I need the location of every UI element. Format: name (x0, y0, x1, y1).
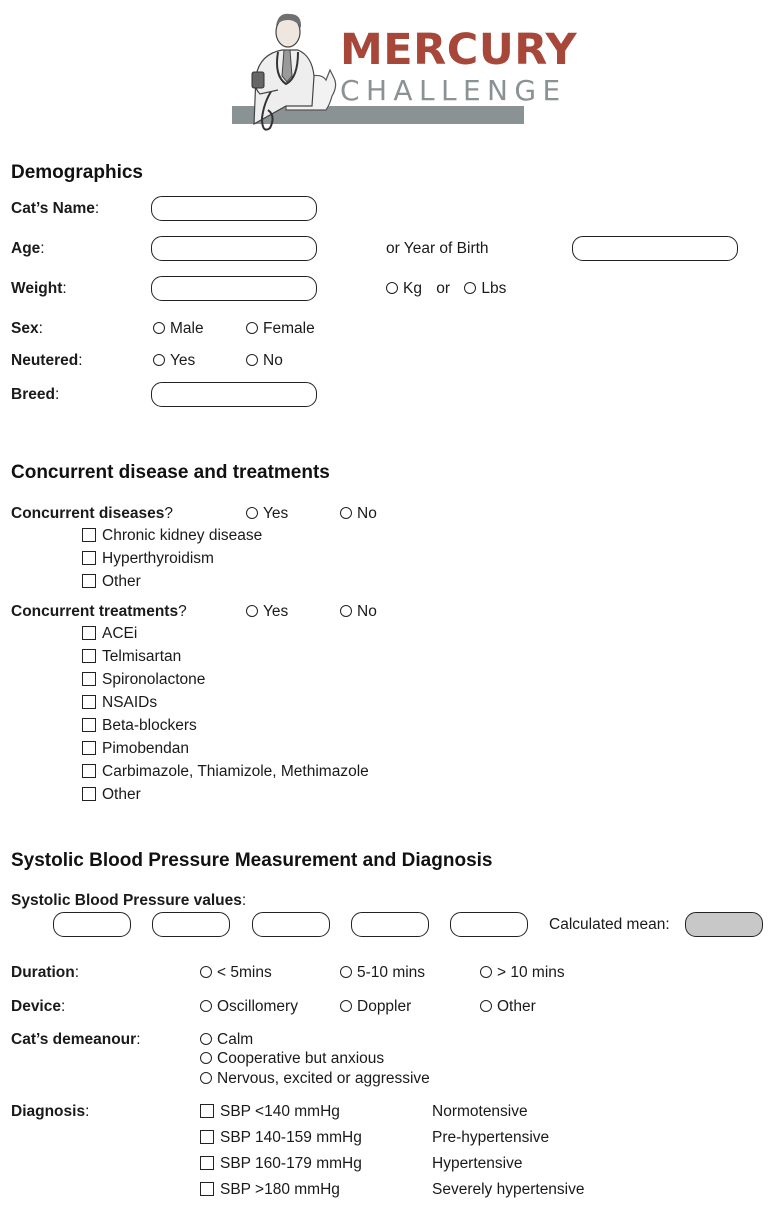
device-radio[interactable]: Other (480, 998, 536, 1016)
diagnosis-class: Hypertensive (432, 1155, 523, 1172)
calculated-mean-label: Calculated mean: (549, 916, 670, 933)
section-title-concurrent: Concurrent disease and treatments (11, 462, 330, 483)
duration-radio[interactable]: > 10 mins (480, 964, 565, 982)
disease-checkbox[interactable]: Chronic kidney disease (82, 527, 262, 545)
age-label: Age: (11, 240, 45, 257)
diseases-no-radio[interactable]: No (340, 505, 377, 523)
device-label: Device: (11, 998, 66, 1015)
sex-label: Sex: (11, 320, 43, 337)
treatment-checkbox[interactable]: Other (82, 786, 141, 804)
male-radio[interactable]: Male (153, 320, 204, 338)
treatment-checkbox[interactable]: NSAIDs (82, 694, 157, 712)
diagnosis-checkbox[interactable]: SBP >180 mmHg (200, 1181, 340, 1199)
diagnosis-class: Pre-hypertensive (432, 1129, 550, 1146)
section-title-sbp: Systolic Blood Pressure Measurement and Diagnosis (11, 850, 493, 871)
sbp-values-label: Systolic Blood Pressure values: (11, 892, 247, 909)
cats-name-label: Cat’s Name: (11, 200, 100, 217)
diagnosis-checkbox[interactable]: SBP 140-159 mmHg (200, 1129, 362, 1147)
female-radio[interactable]: Female (246, 320, 315, 338)
lbs-radio[interactable]: Lbs (464, 280, 506, 297)
treatment-checkbox[interactable]: Telmisartan (82, 648, 181, 666)
demeanour-radio[interactable]: Cooperative but anxious (200, 1050, 384, 1068)
treatment-checkbox[interactable]: Spironolactone (82, 671, 205, 689)
calculated-mean-field (685, 912, 763, 937)
device-radio[interactable]: Oscillomery (200, 998, 298, 1016)
treatments-no-radio[interactable]: No (340, 603, 377, 621)
age-field[interactable] (151, 236, 317, 261)
duration-radio[interactable]: 5-10 mins (340, 964, 425, 982)
logo-line2: CHALLENGE (340, 74, 567, 107)
sbp-value-field-4[interactable] (351, 912, 429, 937)
treatment-checkbox[interactable]: Carbimazole, Thiamizole, Methimazole (82, 763, 369, 781)
kg-radio[interactable]: Kg (386, 280, 422, 297)
breed-field[interactable] (151, 382, 317, 407)
disease-checkbox[interactable]: Other (82, 573, 141, 591)
diagnosis-class: Severely hypertensive (432, 1181, 585, 1198)
concurrent-treatments-label: Concurrent treatments? (11, 603, 187, 620)
treatments-yes-radio[interactable]: Yes (246, 603, 288, 621)
treatment-checkbox[interactable]: ACEi (82, 625, 137, 643)
cats-name-field[interactable] (151, 196, 317, 221)
diagnosis-label: Diagnosis: (11, 1103, 90, 1120)
weight-unit-options (386, 280, 506, 298)
or-text: or (436, 280, 451, 297)
demeanour-radio[interactable]: Nervous, excited or aggressive (200, 1070, 430, 1088)
diagnosis-checkbox[interactable]: SBP 160-179 mmHg (200, 1155, 362, 1173)
diagnosis-class: Normotensive (432, 1103, 528, 1120)
neutered-yes-radio[interactable]: Yes (153, 352, 195, 370)
mercury-challenge-logo (226, 6, 578, 138)
vet-with-cat-illustration (226, 6, 578, 138)
sbp-value-field-5[interactable] (450, 912, 528, 937)
neutered-no-radio[interactable]: No (246, 352, 283, 370)
neutered-label: Neutered: (11, 352, 83, 369)
breed-label: Breed: (11, 386, 60, 403)
treatment-checkbox[interactable]: Pimobendan (82, 740, 189, 758)
weight-label: Weight: (11, 280, 67, 297)
concurrent-diseases-label: Concurrent diseases? (11, 505, 173, 522)
sbp-value-field-3[interactable] (252, 912, 330, 937)
duration-radio[interactable]: < 5mins (200, 964, 272, 982)
sbp-value-field-2[interactable] (152, 912, 230, 937)
year-of-birth-field[interactable] (572, 236, 738, 261)
demeanour-label: Cat’s demeanour: (11, 1031, 141, 1048)
diseases-yes-radio[interactable]: Yes (246, 505, 288, 523)
duration-label: Duration: (11, 964, 80, 981)
treatment-checkbox[interactable]: Beta-blockers (82, 717, 197, 735)
section-title-demographics: Demographics (11, 162, 143, 183)
device-radio[interactable]: Doppler (340, 998, 411, 1016)
disease-checkbox[interactable]: Hyperthyroidism (82, 550, 214, 568)
year-of-birth-label: or Year of Birth (386, 240, 489, 257)
logo-line1: MERCURY (340, 25, 578, 75)
sbp-value-field-1[interactable] (53, 912, 131, 937)
demeanour-radio[interactable]: Calm (200, 1031, 253, 1049)
diagnosis-checkbox[interactable]: SBP <140 mmHg (200, 1103, 340, 1121)
weight-field[interactable] (151, 276, 317, 301)
